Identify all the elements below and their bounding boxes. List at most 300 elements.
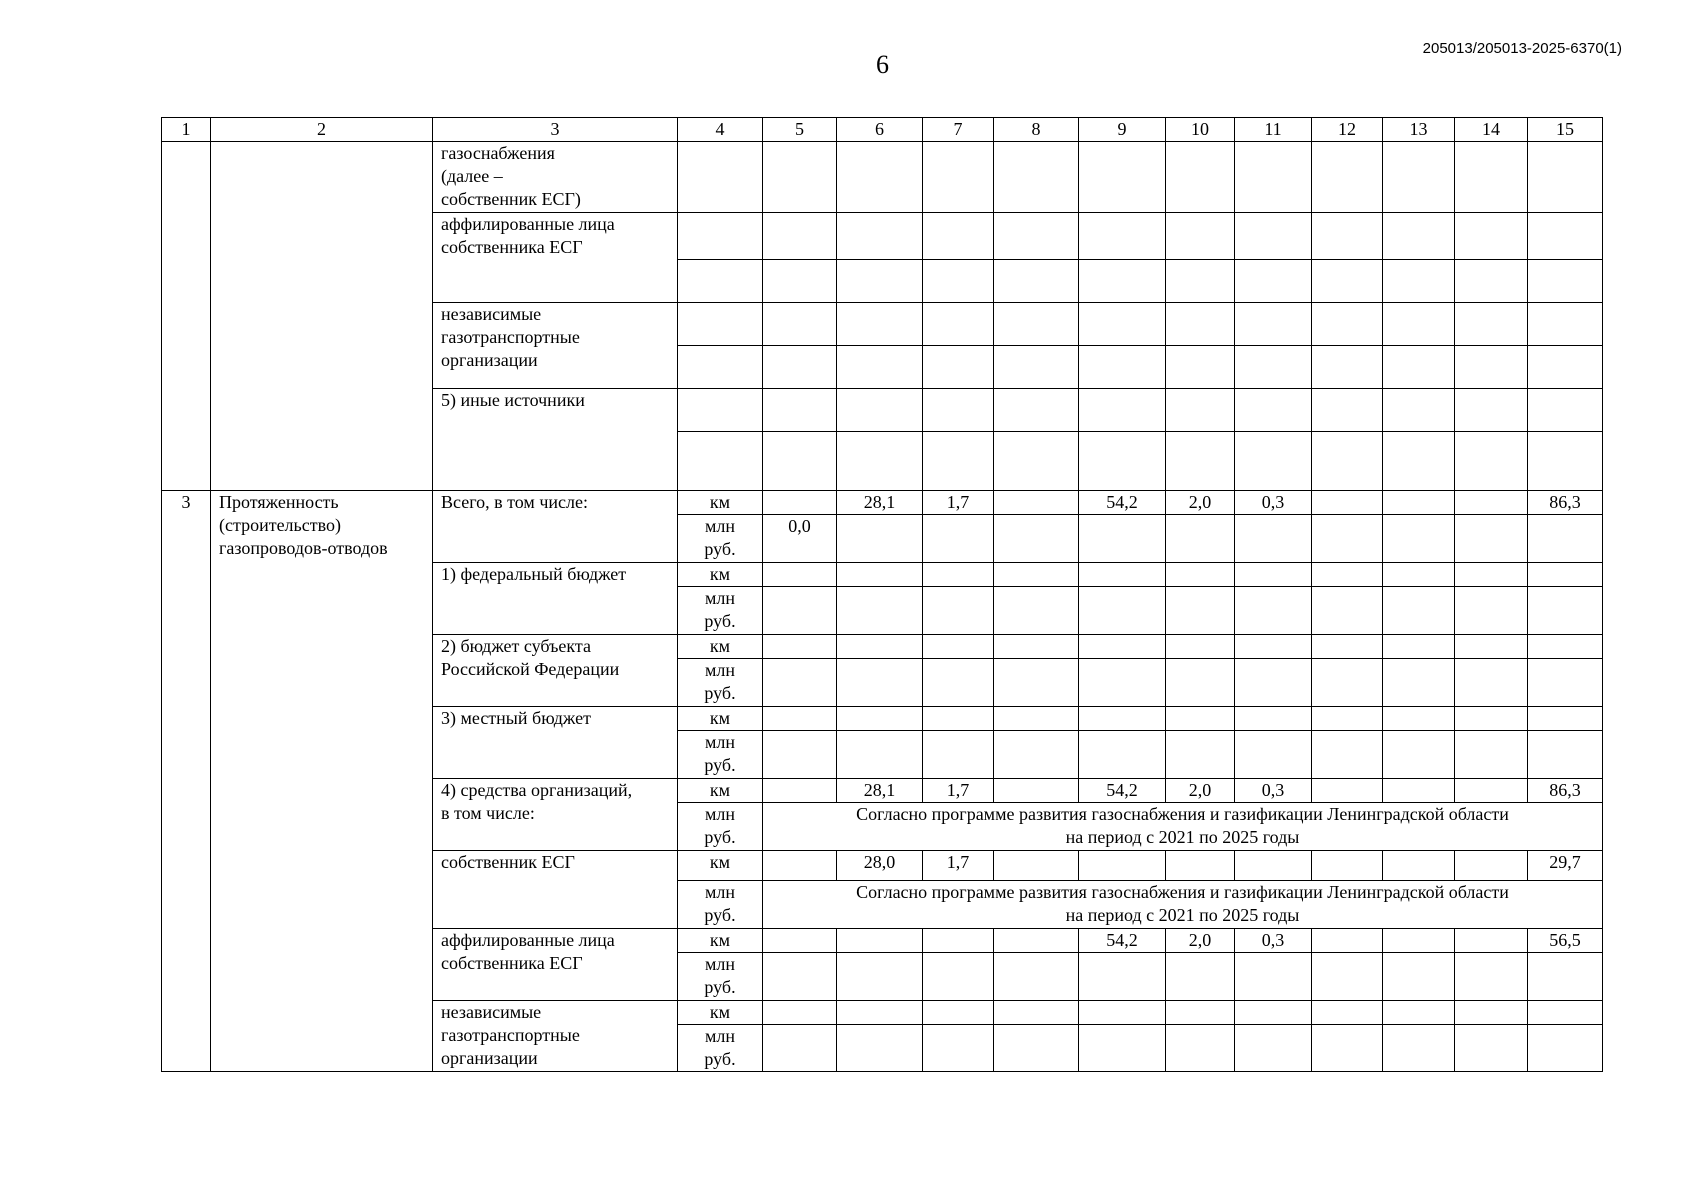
column-number-14: 14 (1455, 118, 1528, 142)
empty-cell (994, 260, 1079, 303)
empty-cell (1528, 260, 1603, 303)
empty-cell (1235, 953, 1312, 1001)
empty-cell (1528, 389, 1603, 432)
value-cell (923, 851, 994, 881)
empty-cell (1455, 563, 1528, 587)
empty-cell (763, 432, 837, 491)
source-label-cell (433, 779, 678, 851)
empty-cell (678, 142, 763, 213)
empty-cell (1079, 563, 1166, 587)
empty-cell (837, 346, 923, 389)
value-cell (1528, 515, 1603, 563)
empty-cell (1528, 707, 1603, 731)
empty-cell (923, 303, 994, 346)
unit-cell (678, 779, 763, 803)
source-label: 4) средства организаций, в том числе: (441, 780, 633, 823)
empty-cell (1312, 389, 1383, 432)
value: 28,1 (863, 780, 896, 800)
value-cell (1383, 491, 1455, 515)
empty-cell (1312, 953, 1383, 1001)
column-number-13: 13 (1383, 118, 1455, 142)
empty-cell (994, 659, 1079, 707)
empty-cell (763, 563, 837, 587)
empty-cell (1528, 142, 1603, 213)
value: 56,5 (1549, 930, 1581, 950)
empty-cell (1455, 659, 1528, 707)
value-cell (1455, 515, 1528, 563)
unit-label: млн руб. (704, 882, 736, 925)
empty-cell (1166, 213, 1235, 260)
empty-cell (1235, 659, 1312, 707)
empty-cell (1383, 346, 1455, 389)
unit-label: км (709, 708, 731, 728)
value-cell (1383, 929, 1455, 953)
empty-cell (1455, 142, 1528, 213)
value: 86,3 (1549, 780, 1581, 800)
source-label-cell (433, 213, 678, 303)
empty-cell (678, 260, 763, 303)
column-number-11: 11 (1235, 118, 1312, 142)
cont-title-cell (211, 142, 433, 491)
value-cell (1079, 779, 1166, 803)
empty-cell (994, 432, 1079, 491)
source-label: Всего, в том числе: (441, 492, 588, 512)
empty-cell (1235, 731, 1312, 779)
empty-cell (837, 953, 923, 1001)
empty-cell (1383, 659, 1455, 707)
empty-cell (1079, 346, 1166, 389)
value-cell (994, 491, 1079, 515)
empty-cell (994, 303, 1079, 346)
column-number-6: 6 (837, 118, 923, 142)
empty-cell (1166, 1025, 1235, 1072)
value-cell (1166, 491, 1235, 515)
empty-cell (678, 389, 763, 432)
column-number-15: 15 (1528, 118, 1603, 142)
value-cell (763, 491, 837, 515)
empty-cell (1166, 953, 1235, 1001)
empty-cell (1235, 142, 1312, 213)
value-cell (1312, 929, 1383, 953)
unit-label: км (709, 852, 731, 872)
value: 28,0 (863, 852, 896, 872)
empty-cell (1166, 1001, 1235, 1025)
value-cell (1079, 491, 1166, 515)
empty-cell (837, 1025, 923, 1072)
empty-cell (1312, 1001, 1383, 1025)
empty-cell (1528, 346, 1603, 389)
empty-cell (678, 213, 763, 260)
empty-cell (1312, 1025, 1383, 1072)
source-label-cell (433, 851, 678, 929)
section-title: Протяженность (строительство) газопроводов-отводов (219, 492, 388, 558)
empty-cell (1235, 1025, 1312, 1072)
unit-cell (678, 587, 763, 635)
empty-cell (923, 953, 994, 1001)
empty-cell (837, 213, 923, 260)
empty-cell (763, 953, 837, 1001)
value-cell (1455, 929, 1528, 953)
empty-cell (763, 707, 837, 731)
source-label-cell (433, 142, 678, 213)
empty-cell (1528, 587, 1603, 635)
empty-cell (763, 1025, 837, 1072)
empty-cell (1166, 731, 1235, 779)
source-label: 5) иные источники (441, 390, 585, 410)
empty-cell (1455, 731, 1528, 779)
column-number-row (162, 118, 1603, 142)
empty-cell (923, 731, 994, 779)
empty-cell (837, 1001, 923, 1025)
empty-cell (923, 563, 994, 587)
section-number-cell (162, 491, 211, 1072)
empty-cell (763, 213, 837, 260)
empty-cell (1235, 1001, 1312, 1025)
source-label: собственник ЕСГ (441, 852, 575, 872)
source-label: независимые газотранспортные организации (441, 304, 580, 370)
source-label-cell (433, 707, 678, 779)
value-cell (1383, 779, 1455, 803)
empty-cell (1079, 707, 1166, 731)
empty-cell (923, 1001, 994, 1025)
value: 54,2 (1106, 492, 1138, 512)
empty-cell (1235, 432, 1312, 491)
empty-cell (994, 1001, 1079, 1025)
empty-cell (1383, 213, 1455, 260)
unit-cell (678, 881, 763, 929)
value: 1,7 (946, 780, 970, 800)
unit-cell (678, 731, 763, 779)
empty-cell (837, 260, 923, 303)
empty-cell (1455, 587, 1528, 635)
empty-cell (1528, 432, 1603, 491)
empty-cell (923, 587, 994, 635)
section-number: 3 (181, 492, 191, 512)
value: 0,3 (1261, 492, 1285, 512)
value-cell (837, 515, 923, 563)
empty-cell (1528, 635, 1603, 659)
empty-cell (1079, 389, 1166, 432)
value-cell (1235, 851, 1312, 881)
value: 0,3 (1261, 930, 1285, 950)
value-cell (994, 929, 1079, 953)
unit-cell (678, 491, 763, 515)
unit-cell (678, 851, 763, 881)
empty-cell (994, 389, 1079, 432)
value-cell (994, 515, 1079, 563)
value-cell (1235, 779, 1312, 803)
empty-cell (1455, 635, 1528, 659)
value-cell (923, 491, 994, 515)
program-note-cell (763, 803, 1603, 851)
unit-cell (678, 563, 763, 587)
empty-cell (678, 346, 763, 389)
source-label-cell (433, 929, 678, 1001)
value: 2,0 (1188, 930, 1212, 950)
empty-cell (923, 659, 994, 707)
empty-cell (1528, 1025, 1603, 1072)
column-number-4: 4 (678, 118, 763, 142)
source-label: аффилированные лица собственника ЕСГ (441, 214, 615, 257)
value-cell (1079, 515, 1166, 563)
value: 0,3 (1261, 780, 1285, 800)
empty-cell (1312, 731, 1383, 779)
empty-cell (1528, 213, 1603, 260)
empty-cell (1166, 432, 1235, 491)
empty-cell (1528, 1001, 1603, 1025)
empty-cell (1383, 587, 1455, 635)
value-cell (1312, 851, 1383, 881)
empty-cell (763, 587, 837, 635)
value-cell (837, 491, 923, 515)
value: 86,3 (1549, 492, 1581, 512)
empty-cell (837, 707, 923, 731)
value-cell (1528, 491, 1603, 515)
unit-label: км (709, 930, 731, 950)
source-label: независимые газотранспортные организации (441, 1002, 580, 1068)
value-cell (763, 851, 837, 881)
cont-num-cell (162, 142, 211, 491)
source-label-cell (433, 1001, 678, 1072)
section3-total-km-row (162, 491, 1603, 515)
empty-cell (1455, 346, 1528, 389)
value: 0,0 (788, 516, 811, 536)
empty-cell (1312, 635, 1383, 659)
unit-cell (678, 635, 763, 659)
value: 1,7 (946, 852, 970, 872)
empty-cell (837, 731, 923, 779)
unit-cell (678, 515, 763, 563)
empty-cell (994, 707, 1079, 731)
value-cell (837, 779, 923, 803)
source-label: 3) местный бюджет (441, 708, 591, 728)
empty-cell (1079, 1001, 1166, 1025)
value: 2,0 (1188, 492, 1212, 512)
source-label-cell (433, 389, 678, 491)
unit-cell (678, 803, 763, 851)
column-number-3: 3 (433, 118, 678, 142)
value-cell (1166, 779, 1235, 803)
empty-cell (1383, 731, 1455, 779)
empty-cell (763, 142, 837, 213)
empty-cell (1528, 731, 1603, 779)
column-number-12: 12 (1312, 118, 1383, 142)
unit-label: млн руб. (704, 660, 736, 703)
empty-cell (1455, 1001, 1528, 1025)
value: 1,7 (946, 492, 970, 512)
continuation-row-gas-owner (162, 142, 1603, 213)
empty-cell (763, 303, 837, 346)
value-cell (763, 929, 837, 953)
empty-cell (1312, 303, 1383, 346)
value: 2,0 (1188, 780, 1212, 800)
empty-cell (837, 563, 923, 587)
value-cell (1079, 929, 1166, 953)
value-cell (1455, 779, 1528, 803)
empty-cell (1079, 213, 1166, 260)
empty-cell (923, 635, 994, 659)
empty-cell (1235, 587, 1312, 635)
value-cell (1455, 851, 1528, 881)
value-cell (1166, 515, 1235, 563)
value-cell (1166, 929, 1235, 953)
empty-cell (1235, 635, 1312, 659)
empty-cell (1528, 563, 1603, 587)
value-cell (1528, 851, 1603, 881)
document-id: 205013/205013-2025-6370(1) (1422, 40, 1622, 57)
empty-cell (923, 707, 994, 731)
empty-cell (1455, 953, 1528, 1001)
empty-cell (1383, 563, 1455, 587)
program-note-cell (763, 881, 1603, 929)
unit-label: млн руб. (704, 588, 736, 631)
empty-cell (923, 389, 994, 432)
empty-cell (763, 346, 837, 389)
value-cell (1235, 491, 1312, 515)
empty-cell (1079, 587, 1166, 635)
empty-cell (1383, 432, 1455, 491)
value-cell (923, 929, 994, 953)
empty-cell (1079, 953, 1166, 1001)
column-number-5: 5 (763, 118, 837, 142)
empty-cell (678, 303, 763, 346)
empty-cell (1079, 260, 1166, 303)
column-number-7: 7 (923, 118, 994, 142)
unit-label: млн руб. (704, 732, 736, 775)
empty-cell (1528, 953, 1603, 1001)
empty-cell (1455, 1025, 1528, 1072)
empty-cell (1312, 213, 1383, 260)
empty-cell (994, 142, 1079, 213)
empty-cell (763, 635, 837, 659)
column-number-9: 9 (1079, 118, 1166, 142)
empty-cell (923, 432, 994, 491)
column-number-10: 10 (1166, 118, 1235, 142)
empty-cell (994, 346, 1079, 389)
unit-label: млн руб. (704, 804, 736, 847)
empty-cell (1312, 346, 1383, 389)
empty-cell (763, 1001, 837, 1025)
program-note: Согласно программе развития газоснабжения и газификации Ленинградской области на период с 2021 по 2025 годы (856, 804, 1509, 847)
empty-cell (1166, 389, 1235, 432)
empty-cell (1455, 260, 1528, 303)
unit-label: млн руб. (704, 516, 736, 559)
section-title-cell (211, 491, 433, 1072)
empty-cell (1455, 432, 1528, 491)
value-cell (994, 851, 1079, 881)
empty-cell (1383, 303, 1455, 346)
empty-cell (1455, 389, 1528, 432)
empty-cell (1312, 142, 1383, 213)
value-cell (1312, 515, 1383, 563)
program-note: Согласно программе развития газоснабжения и газификации Ленинградской области на период с 2021 по 2025 годы (856, 882, 1509, 925)
value-cell (837, 929, 923, 953)
empty-cell (1312, 563, 1383, 587)
unit-label: км (709, 1002, 731, 1022)
empty-cell (994, 587, 1079, 635)
empty-cell (1166, 260, 1235, 303)
empty-cell (837, 303, 923, 346)
empty-cell (1079, 731, 1166, 779)
empty-cell (1312, 587, 1383, 635)
column-number-8: 8 (994, 118, 1079, 142)
empty-cell (1383, 260, 1455, 303)
empty-cell (1166, 587, 1235, 635)
empty-cell (763, 659, 837, 707)
empty-cell (1166, 563, 1235, 587)
value-cell (1235, 929, 1312, 953)
value-cell (1235, 515, 1312, 563)
empty-cell (1235, 707, 1312, 731)
source-label: 2) бюджет субъекта Российской Федерации (441, 636, 620, 679)
unit-cell (678, 929, 763, 953)
empty-cell (1383, 707, 1455, 731)
empty-cell (1166, 303, 1235, 346)
empty-cell (923, 213, 994, 260)
empty-cell (994, 731, 1079, 779)
source-label-cell (433, 635, 678, 707)
unit-label: км (709, 636, 731, 656)
empty-cell (994, 953, 1079, 1001)
empty-cell (1383, 389, 1455, 432)
source-label: 1) федеральный бюджет (441, 564, 627, 584)
empty-cell (923, 346, 994, 389)
value-cell (1528, 779, 1603, 803)
unit-cell (678, 1025, 763, 1072)
value-cell (837, 851, 923, 881)
empty-cell (837, 142, 923, 213)
value: 28,1 (863, 492, 896, 512)
empty-cell (923, 142, 994, 213)
value-cell (1528, 929, 1603, 953)
empty-cell (994, 635, 1079, 659)
empty-cell (1166, 707, 1235, 731)
unit-label: км (709, 780, 731, 800)
empty-cell (1235, 389, 1312, 432)
column-number-1: 1 (162, 118, 211, 142)
empty-cell (1383, 142, 1455, 213)
value-cell (1383, 851, 1455, 881)
empty-cell (923, 1025, 994, 1072)
value-cell (923, 515, 994, 563)
empty-cell (763, 260, 837, 303)
empty-cell (1383, 953, 1455, 1001)
empty-cell (1528, 303, 1603, 346)
empty-cell (1079, 659, 1166, 707)
value: 54,2 (1106, 780, 1138, 800)
source-label: аффилированные лица собственника ЕСГ (441, 930, 615, 973)
value-cell (1312, 491, 1383, 515)
value-cell (923, 779, 994, 803)
empty-cell (1383, 635, 1455, 659)
empty-cell (1235, 563, 1312, 587)
empty-cell (837, 659, 923, 707)
empty-cell (1312, 432, 1383, 491)
empty-cell (763, 389, 837, 432)
empty-cell (1166, 142, 1235, 213)
unit-label: км (709, 564, 731, 584)
empty-cell (1166, 659, 1235, 707)
empty-cell (1455, 707, 1528, 731)
empty-cell (1079, 1025, 1166, 1072)
unit-cell (678, 1001, 763, 1025)
empty-cell (837, 587, 923, 635)
empty-cell (763, 731, 837, 779)
column-number-2: 2 (211, 118, 433, 142)
source-label-cell (433, 563, 678, 635)
empty-cell (1079, 142, 1166, 213)
value-cell (763, 515, 837, 563)
